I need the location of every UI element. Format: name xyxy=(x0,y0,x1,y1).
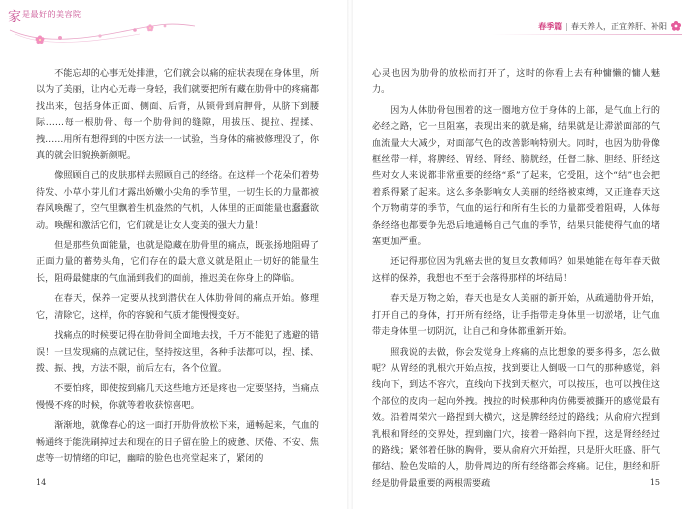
left-page-body xyxy=(36,66,319,471)
brand-mark: 家 xyxy=(8,10,22,25)
paragraph: 像照顾自己的皮肤那样去照顾自己的经络。在这样一个花朵们着势待发、小草小芽儿们才露出娇嫩小尖角的季节里，一切生长的力量都被春风唤醒了，空气里飘着生机盎然的气机，人体里的正面能量也蠢蠢欲动。唤醒和激活它们，它们就是让女人变美的强大力量！ xyxy=(36,171,319,231)
flower-vine-decoration xyxy=(0,0,200,52)
header-left xyxy=(0,0,330,52)
page-number-right: 15 xyxy=(649,478,660,487)
paragraph: 还记得那位因为乳癌去世的复旦女教师吗？如果她能在每年春天做这样的保养，我想也不至于会落得那样的坏结局！ xyxy=(372,257,660,284)
book-brand-title: 是最好的美容院 xyxy=(22,10,82,19)
paragraph: 找痛点的时候要记得在肋骨间全面地去找，千万不能犯了逃避的错误！一旦发现痛的点就记住，坚持按这里，各种手法都可以，捏、揉、拨、振、拽，方法不限，前后左右，各个位置。 xyxy=(36,331,319,374)
page-number-left: 14 xyxy=(36,478,47,487)
header-separator: | xyxy=(565,21,568,31)
paragraph: 心灵也因为肋骨的放松而打开了，这时的你看上去有种慵懒的慵人魅力。 xyxy=(372,69,660,96)
right-page xyxy=(350,0,700,509)
section-tag: 春季篇 xyxy=(538,21,563,31)
paragraph: 渐渐地，就像春心的这一面打开肋骨放松下来，通畅起来，气血的畅通终于能洗刷掉过去和现在的日子留在脸上的疲惫、厌倦、不安、焦虑等一切情绪的印记，幽暗的脸色也亮堂起来了，紧闭的 xyxy=(36,421,319,464)
paragraph: 但是那些负面能量，也就是隐藏在肋骨里的痛点，既张扬地阻碍了正面力量的蓄势头角，它们存在的最大意义就是阻止一切好的能量生长，阻碍最健康的气血涌到我们的面前，推迟美在你身上的降临。 xyxy=(36,241,319,284)
section-title: 春天养人，正宜养肝、补阳 xyxy=(571,21,667,31)
right-page-body xyxy=(372,66,660,496)
flower-icon xyxy=(670,20,682,32)
paragraph: 春天是万物之始，春天也是女人美丽的新开始，从疏通肋骨开始，打开自己的身体，打开所有经络，让手指带走身体里一切淤堵，让气血带走身体里一切阴沉，让自己和身体都重新开始。 xyxy=(372,294,660,338)
paragraph: 在春天，保养一定要从找到潜伏在人体肋骨间的痛点开始。修理它，清除它，这样，你的容貌和气质才能慢慢变好。 xyxy=(36,294,319,321)
paragraph: 不要怕疼，即使按到痛几天这些地方还是疼也一定要坚持，当痛点慢慢不疼的时候，你就等着收获惊喜吧。 xyxy=(36,384,319,411)
running-header xyxy=(538,19,682,33)
paragraph: 不能忘却的心事无处排泄，它们就会以痛的症状表现在身体里，所以为了美丽，让内心无毒一身轻，我们就要把所有藏在肋骨中的疼痛都找出来，包括身体正面、侧面、后背，从锁骨到肩胛骨，从脐下到腰际……每一根肋骨、每一个肋骨间的缝隙，用拔压、提拉、捏揉、拽……用所有想得到的中医方法一一试验，当身体的痛被修理没了，你真的就会旧貌换新颜呢。 xyxy=(36,69,319,162)
header-divider xyxy=(492,34,682,35)
paragraph: 因为人体肋骨包围着的这一圈地方位于身体的上部，是气血上行的必经之路，它一旦阻塞，表现出来的就是痛，结果就是让滞淤面部的气血流量大大减少，对面部气色的改善影响特别大。同时，也因为肋骨像框丝带一样，将脾经、胃经、肾经、膀胱经，任督二脉、胆经、肝经这些对女人来说都非常重要的经络“系”了起来，它受阻，这个“结”也会把着系得紧了起来。这么多条影响女人美丽的经络被束缚，又正逢春天这个万物萌芽的季节，气血的运行和所有生长的力量都受着阻碍，人体每条经络也都要争先恐后地通畅自己气血的季节，结果只能使得气血的堵塞更加严重。 xyxy=(372,105,660,248)
paragraph: 照我说的去做，你会发觉身上疼痛的点比想象的要多得多，怎么做呢？从胃经的乳根穴开始点按，找到要让人倒吸一口气的那种感觉，斜线向下，到达不容穴，直线向下找到天枢穴，可以按压，也可以拽住这个部位的皮肉一起向外拽。拽拉的时候那种肉仿佛要被撕开的感觉最有效。沿着周荣穴一路捏到大横穴，这是脾经经过的路线；从俞府穴捏到乳根和肾经的交界处，捏到幽门穴，接着一路斜向下捏，这是肾经经过的路线；紧邻着任脉的胸骨，要从俞府穴开始捏，只是肝火旺盛、肝气郁结、脸色发暗的人，肋骨周边的所有经络都会疼痛。记住，胆经和肝经是肋骨最重要的两根需要疏 xyxy=(372,347,660,489)
